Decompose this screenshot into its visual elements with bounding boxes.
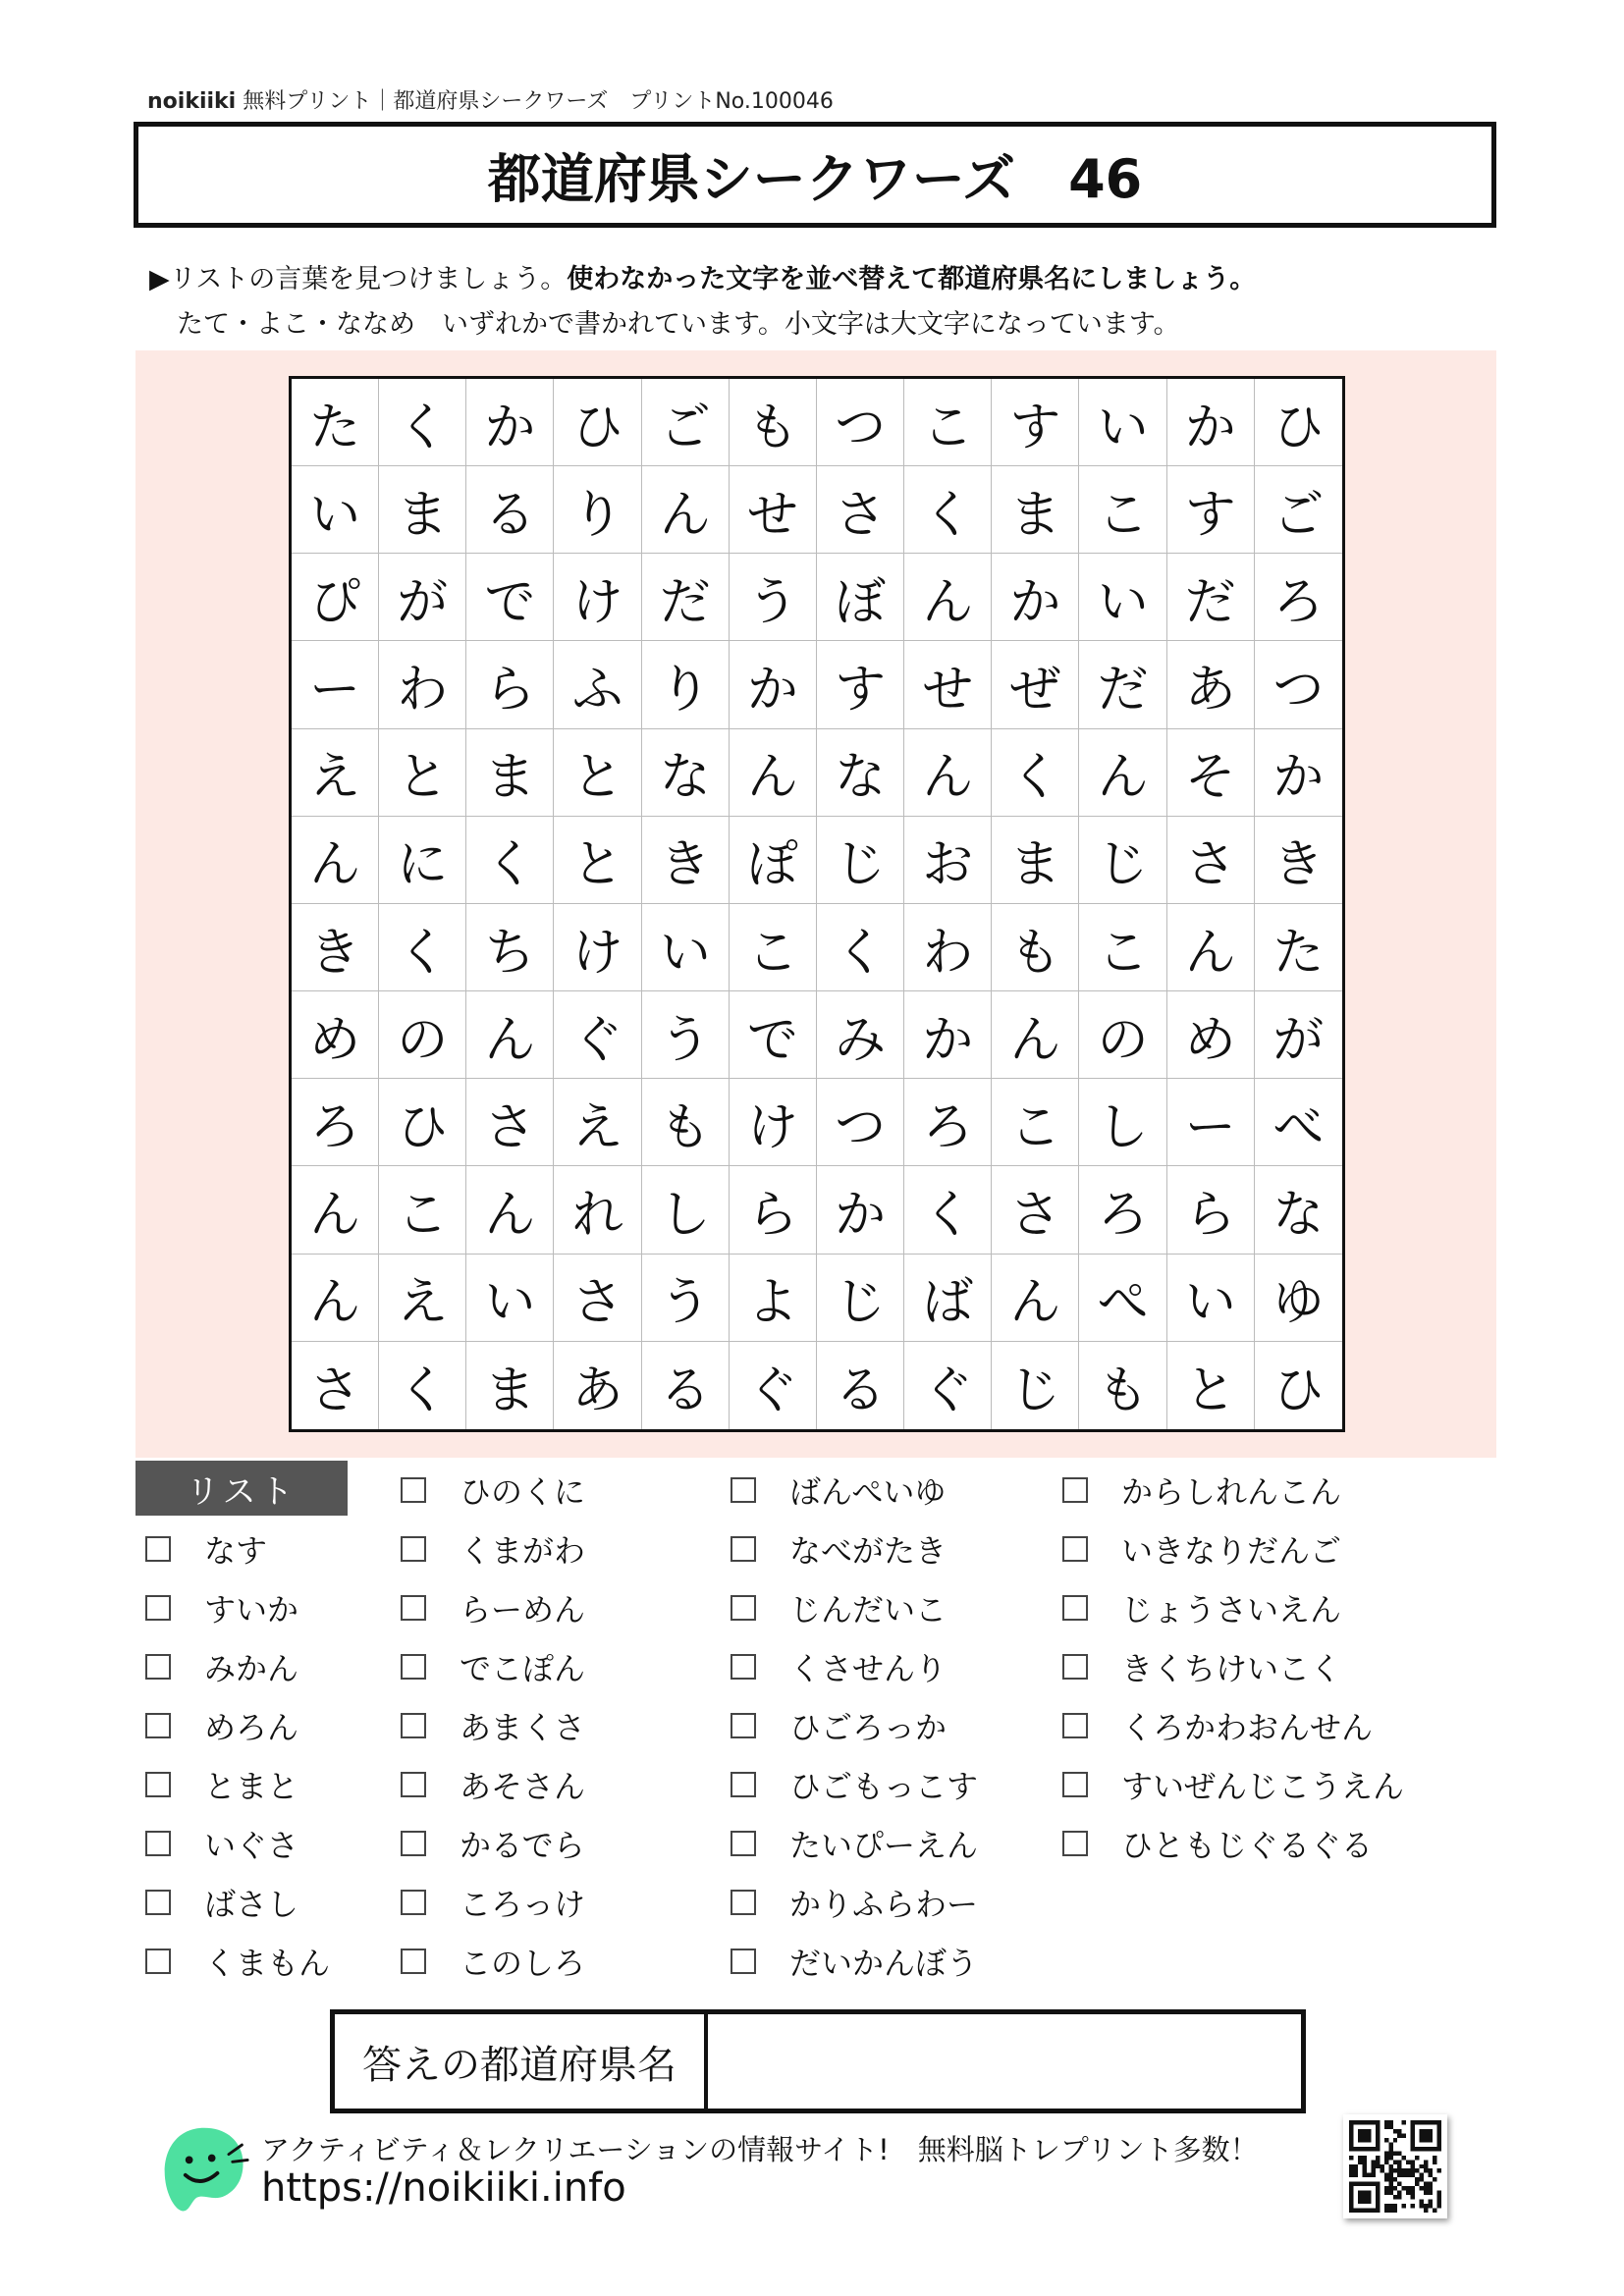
grid-cell: ぐ [730, 1342, 817, 1429]
grid-cell: ぼ [817, 554, 904, 641]
grid-cell: れ [554, 1166, 641, 1254]
grid-cell: い [1167, 1255, 1255, 1342]
list-item [1062, 1461, 1404, 1520]
grid-cell: ば [904, 1255, 992, 1342]
word-checkbox[interactable] [1062, 1536, 1088, 1562]
word-checkbox[interactable] [731, 1477, 756, 1503]
word-checkbox[interactable] [731, 1536, 756, 1562]
word-label: めろん [204, 1709, 299, 1746]
grid-cell: く [379, 904, 466, 991]
word-checkbox[interactable] [145, 1536, 171, 1562]
grid-cell: ー [1167, 1079, 1255, 1166]
word-checkbox[interactable] [145, 1595, 171, 1621]
grid-cell: こ [730, 904, 817, 991]
grid-cell: か [730, 641, 817, 728]
grid-cell: ぐ [904, 1342, 992, 1429]
word-label: かりふらわー [789, 1886, 979, 1923]
footer-url[interactable]: https://noikiiki.info [261, 2165, 626, 2211]
grid-cell: か [466, 379, 554, 466]
word-label: くまもん [204, 1945, 331, 1982]
grid-cell: す [1167, 466, 1255, 554]
word-list-column-4 [1062, 1461, 1404, 1873]
word-checkbox[interactable] [731, 1949, 756, 1974]
grid-cell: ろ [1079, 1166, 1166, 1254]
word-checkbox[interactable] [731, 1890, 756, 1915]
grid-cell: る [817, 1342, 904, 1429]
list-item [731, 1814, 978, 1873]
grid-cell: ろ [904, 1079, 992, 1166]
grid-cell: も [642, 1079, 730, 1166]
grid-cell: ら [1167, 1166, 1255, 1254]
list-item [145, 1873, 330, 1932]
grid-cell: で [730, 991, 817, 1079]
grid-cell: さ [292, 1342, 379, 1429]
word-label: ひともじぐるぐる [1121, 1827, 1374, 1864]
grid-cell: ん [904, 729, 992, 817]
word-list-column-2 [401, 1461, 585, 1991]
grid-cell: ん [292, 1166, 379, 1254]
word-list-column-3 [731, 1461, 978, 1991]
grid-cell: か [1255, 729, 1342, 817]
grid-cell: ら [466, 641, 554, 728]
grid-cell: く [904, 1166, 992, 1254]
grid-cell: そ [1167, 729, 1255, 817]
list-item [401, 1578, 585, 1637]
grid-cell: さ [817, 466, 904, 554]
grid-cell: が [379, 554, 466, 641]
word-label: ひごろっか [789, 1709, 947, 1746]
grid-cell: じ [817, 817, 904, 904]
grid-cell: ぐ [554, 991, 641, 1079]
list-item [731, 1873, 978, 1932]
word-checkbox[interactable] [145, 1654, 171, 1680]
grid-cell: ひ [379, 1079, 466, 1166]
grid-cell: せ [730, 466, 817, 554]
grid-cell: ま [466, 729, 554, 817]
grid-cell: さ [554, 1255, 641, 1342]
grid-cell: だ [642, 554, 730, 641]
word-label: くさせんり [789, 1650, 947, 1687]
grid-cell: の [379, 991, 466, 1079]
word-label: なべがたき [789, 1532, 947, 1570]
grid-cell: べ [1255, 1079, 1342, 1166]
word-checkbox[interactable] [1062, 1772, 1088, 1797]
word-checkbox[interactable] [731, 1772, 756, 1797]
word-checkbox[interactable] [145, 1713, 171, 1738]
list-item [145, 1578, 330, 1637]
list-item [1062, 1520, 1404, 1578]
word-checkbox[interactable] [1062, 1713, 1088, 1738]
noikiiki-logo-icon [157, 2122, 251, 2216]
word-label: かるでら [460, 1827, 585, 1864]
grid-cell: わ [379, 641, 466, 728]
grid-cell: こ [379, 1166, 466, 1254]
grid-cell: な [1255, 1166, 1342, 1254]
grid-cell: だ [1079, 641, 1166, 728]
grid-cell: わ [904, 904, 992, 991]
grid-cell: き [292, 904, 379, 991]
grid-cell: す [817, 641, 904, 728]
word-checkbox[interactable] [731, 1713, 756, 1738]
grid-cell: け [730, 1079, 817, 1166]
grid-cell: ん [642, 466, 730, 554]
grid-cell: ろ [1255, 554, 1342, 641]
word-list-column-1 [145, 1520, 330, 1991]
grid-cell: ひ [554, 379, 641, 466]
word-checkbox[interactable] [145, 1831, 171, 1856]
instruction-bold: 使わなかった文字を並べ替えて都道府県名にしましょう。 [567, 264, 1257, 294]
page-title: 都道府県シークワーズ 46 [134, 122, 1496, 228]
grid-cell: と [554, 729, 641, 817]
grid-cell: め [1167, 991, 1255, 1079]
grid-cell: ん [292, 1255, 379, 1342]
list-label: リスト [135, 1461, 348, 1516]
word-checkbox[interactable] [145, 1949, 171, 1974]
word-label: とまと [204, 1768, 299, 1805]
grid-cell: ん [292, 817, 379, 904]
grid-cell: の [1079, 991, 1166, 1079]
word-label: なす [204, 1532, 268, 1570]
list-item [731, 1520, 978, 1578]
grid-cell: え [554, 1079, 641, 1166]
grid-cell: う [730, 554, 817, 641]
list-item [1062, 1578, 1404, 1637]
grid-cell: き [642, 817, 730, 904]
grid-cell: り [642, 641, 730, 728]
grid-cell: ま [992, 466, 1079, 554]
grid-cell: お [904, 817, 992, 904]
qr-code-icon [1343, 2114, 1447, 2218]
grid-cell: ん [992, 1255, 1079, 1342]
grid-cell: い [1079, 379, 1166, 466]
grid-cell: か [904, 991, 992, 1079]
word-checkbox[interactable] [401, 1477, 426, 1503]
grid-cell: く [379, 379, 466, 466]
grid-cell: け [554, 904, 641, 991]
word-label: ころっけ [460, 1886, 586, 1923]
grid-cell: ん [466, 991, 554, 1079]
grid-cell: せ [904, 641, 992, 728]
grid-cell: る [466, 466, 554, 554]
grid-cell: か [817, 1166, 904, 1254]
grid-cell: す [992, 379, 1079, 466]
grid-cell: よ [730, 1255, 817, 1342]
grid-cell: ん [1079, 729, 1166, 817]
list-item [1062, 1696, 1404, 1755]
grid-cell: あ [1167, 641, 1255, 728]
grid-cell: つ [1255, 641, 1342, 728]
grid-cell: く [817, 904, 904, 991]
word-checkbox[interactable] [1062, 1595, 1088, 1621]
list-item [145, 1814, 330, 1873]
grid-cell: さ [992, 1166, 1079, 1254]
grid-cell: ひ [1272, 1361, 1325, 1420]
list-item [731, 1461, 978, 1520]
list-item [145, 1932, 330, 1991]
word-label: からしれんこん [1121, 1473, 1342, 1511]
grid-cell: に [379, 817, 466, 904]
list-item [401, 1461, 585, 1520]
grid-cell: ち [466, 904, 554, 991]
word-label: らーめん [460, 1591, 586, 1629]
word-label: たいぴーえん [789, 1827, 979, 1864]
grid-cell: ぺ [1079, 1255, 1166, 1342]
grid-cell: ぜ [992, 641, 1079, 728]
grid-cell: り [554, 466, 641, 554]
word-checkbox[interactable] [401, 1772, 426, 1797]
word-checkbox[interactable] [401, 1949, 426, 1974]
word-label: あそさん [460, 1768, 586, 1805]
grid-cell: で [466, 554, 554, 641]
grid-cell: し [642, 1166, 730, 1254]
word-checkbox[interactable] [1062, 1477, 1088, 1503]
word-label: ばんぺいゆ [789, 1473, 947, 1511]
word-label: きくちけいこく [1121, 1650, 1342, 1687]
list-item [1062, 1637, 1404, 1696]
word-label: ひごもっこす [789, 1768, 979, 1805]
grid-cell: し [1079, 1079, 1166, 1166]
footer-tagline: アクティビティ＆レクリエーションの情報サイト! 無料脳トレプリント多数！ [261, 2133, 1259, 2166]
grid-cell: ん [466, 1166, 554, 1254]
word-checkbox[interactable] [731, 1831, 756, 1856]
list-item [1062, 1814, 1404, 1873]
word-checkbox[interactable] [1062, 1654, 1088, 1680]
word-label: ひのくに [460, 1473, 586, 1511]
word-checkbox[interactable] [401, 1536, 426, 1562]
grid-cell: く [379, 1342, 466, 1429]
word-label: くろかわおんせん [1121, 1709, 1374, 1746]
brand-name: noikiiki [147, 89, 237, 114]
grid-cell: ふ [554, 641, 641, 728]
grid-cell: ぴ [292, 554, 379, 641]
grid-cell: こ [904, 379, 992, 466]
grid-cell: い [1079, 554, 1166, 641]
instruction-line-1 [149, 257, 1256, 295]
grid-cell: く [466, 817, 554, 904]
grid-cell: ま [992, 817, 1079, 904]
header-text: 無料プリント｜都道府県シークワーズ プリントNo.100046 [236, 89, 834, 114]
word-checkbox[interactable] [401, 1595, 426, 1621]
word-checkbox[interactable] [401, 1713, 426, 1738]
word-label: でこぽん [460, 1650, 586, 1687]
grid-cell: こ [1079, 904, 1166, 991]
grid-cell: い [466, 1255, 554, 1342]
grid-cell: た [292, 379, 379, 466]
grid-cell: ー [292, 641, 379, 728]
grid-cell: え [292, 729, 379, 817]
grid-cell: ひ [1255, 379, 1342, 466]
grid-cell: ら [730, 1166, 817, 1254]
list-item [1062, 1755, 1404, 1814]
grid-cell: じ [992, 1342, 1079, 1429]
grid-cell: だ [1167, 554, 1255, 641]
grid-cell: か [1167, 379, 1255, 466]
grid-cell: き [1255, 817, 1342, 904]
list-item [145, 1755, 330, 1814]
list-item [731, 1578, 978, 1637]
grid-cell: が [1255, 991, 1342, 1079]
grid-cell: い [292, 466, 379, 554]
grid-cell: も [730, 379, 817, 466]
grid-cell: ま [379, 466, 466, 554]
grid-cell: な [817, 729, 904, 817]
word-label: くまがわ [460, 1532, 586, 1570]
grid-cell: ご [1255, 466, 1342, 554]
word-checkbox[interactable] [731, 1595, 756, 1621]
instruction-line-2: たて・よこ・ななめ いずれかで書かれています。小文字は大文字になっています。 [177, 309, 1180, 340]
word-checkbox[interactable] [145, 1772, 171, 1797]
grid-cell: い [642, 904, 730, 991]
grid-cell: じ [817, 1255, 904, 1342]
word-label: このしろ [460, 1945, 586, 1982]
grid-cell: く [904, 466, 992, 554]
word-label: すいぜんじこうえん [1121, 1768, 1405, 1805]
word-checkbox[interactable] [401, 1654, 426, 1680]
list-item [731, 1696, 978, 1755]
word-label: だいかんぼう [789, 1945, 979, 1982]
grid-cell: も [1079, 1342, 1166, 1429]
grid-cell: ん [904, 554, 992, 641]
grid-cell: こ [992, 1079, 1079, 1166]
grid-cell: う [642, 991, 730, 1079]
list-item [401, 1696, 585, 1755]
grid-cell: じ [1079, 817, 1166, 904]
grid-cell: ま [466, 1342, 554, 1429]
grid-cell: ご [642, 379, 730, 466]
grid-cell: か [992, 554, 1079, 641]
word-checkbox[interactable] [1062, 1831, 1088, 1856]
grid-cell: ゆ [1255, 1255, 1342, 1342]
grid-cell: め [292, 991, 379, 1079]
word-label: いぐさ [204, 1827, 299, 1864]
word-checkbox[interactable] [731, 1654, 756, 1680]
word-checkbox[interactable] [145, 1890, 171, 1915]
answer-label: 答えの都道府県名 [335, 2014, 708, 2109]
grid-cell: ろ [292, 1079, 379, 1166]
grid-cell: あ [554, 1342, 641, 1429]
list-item [401, 1932, 585, 1991]
grid-cell: み [817, 991, 904, 1079]
grid-cell: つ [817, 1079, 904, 1166]
list-item [731, 1637, 978, 1696]
grid-cell: と [554, 817, 641, 904]
word-label: ばさし [204, 1886, 299, 1923]
list-item [401, 1814, 585, 1873]
grid-cell: く [992, 729, 1079, 817]
grid-cell: え [379, 1255, 466, 1342]
grid-cell: と [1167, 1342, 1255, 1429]
answer-field[interactable] [708, 2014, 1301, 2109]
list-item [401, 1520, 585, 1578]
grid-cell: ん [1167, 904, 1255, 991]
word-label: みかん [204, 1650, 299, 1687]
grid-cell: た [1255, 904, 1342, 991]
grid-cell: な [642, 729, 730, 817]
word-search-grid [289, 376, 1345, 1432]
list-item [401, 1755, 585, 1814]
grid-cell: さ [1167, 817, 1255, 904]
list-item [145, 1520, 330, 1578]
grid-cell: こ [1079, 466, 1166, 554]
list-item [731, 1755, 978, 1814]
list-item [731, 1932, 978, 1991]
word-label: じょうさいえん [1121, 1591, 1342, 1629]
word-label: じんだいこ [789, 1591, 947, 1629]
grid-cell: る [642, 1342, 730, 1429]
grid-cell: さ [466, 1079, 554, 1166]
word-label: すいか [204, 1591, 299, 1629]
list-item [145, 1696, 330, 1755]
word-checkbox[interactable] [401, 1890, 426, 1915]
grid-cell: と [379, 729, 466, 817]
header-line [147, 84, 834, 115]
grid-cell: う [642, 1255, 730, 1342]
grid-cell: ぽ [730, 817, 817, 904]
grid-cell: も [992, 904, 1079, 991]
list-item [401, 1637, 585, 1696]
grid-cell: つ [817, 379, 904, 466]
list-item [401, 1873, 585, 1932]
list-item [145, 1637, 330, 1696]
word-checkbox[interactable] [401, 1831, 426, 1856]
answer-box [330, 2009, 1306, 2113]
grid-cell: ん [992, 991, 1079, 1079]
grid-cell: ん [730, 729, 817, 817]
word-label: いきなりだんご [1121, 1532, 1342, 1570]
word-label: あまくさ [460, 1709, 586, 1746]
instruction-prefix: ▶リストの言葉を見つけましょう。 [149, 264, 568, 294]
grid-cell: け [554, 554, 641, 641]
